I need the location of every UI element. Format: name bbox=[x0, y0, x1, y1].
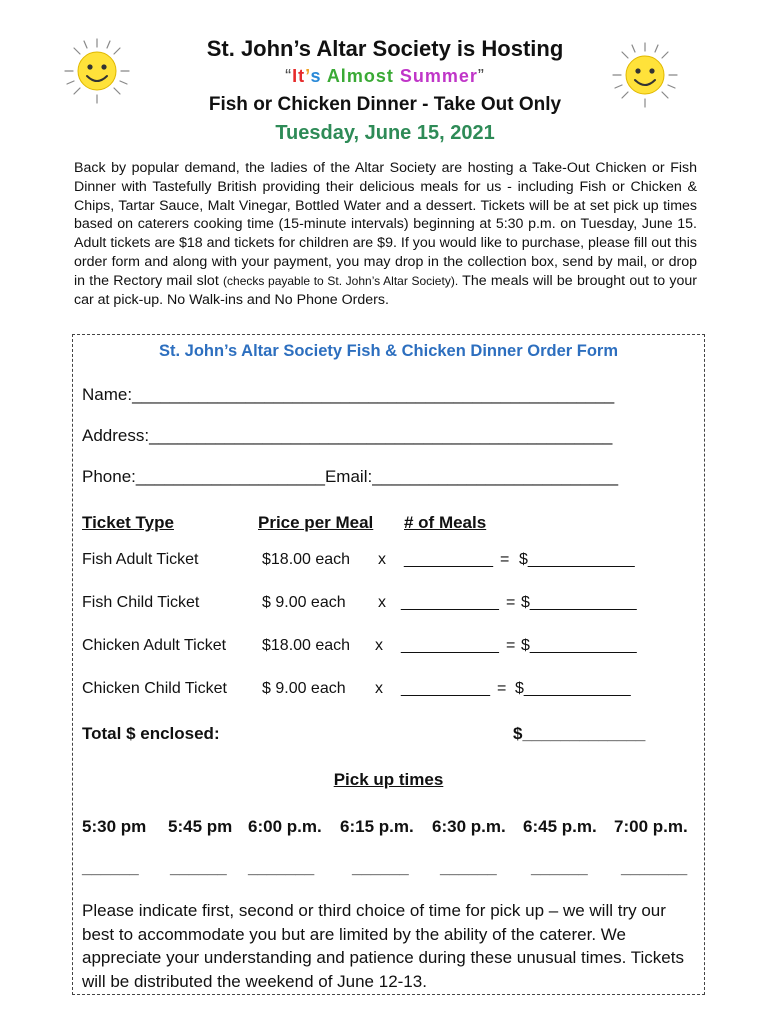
pickup-choice-blank[interactable]: _______ bbox=[621, 858, 688, 877]
total-enclosed-label: Total $ enclosed: bbox=[82, 724, 220, 743]
column-header-ticket-type: Ticket Type bbox=[82, 513, 174, 532]
pickup-choice-blank[interactable]: _______ bbox=[248, 858, 315, 877]
multiply-sign: x bbox=[375, 680, 383, 697]
multiply-sign: x bbox=[378, 551, 386, 568]
row-total-blank[interactable]: $____________ bbox=[515, 680, 631, 697]
ticket-type: Fish Child Ticket bbox=[82, 594, 200, 611]
equals-sign: = bbox=[500, 551, 510, 568]
page-title: St. John’s Altar Society is Hosting bbox=[206, 36, 564, 61]
pickup-time: 6:30 p.m. bbox=[432, 817, 506, 836]
pickup-choice-blank[interactable]: ______ bbox=[531, 858, 588, 877]
row-total-blank[interactable]: $____________ bbox=[521, 594, 637, 611]
pickup-time: 7:00 p.m. bbox=[614, 817, 688, 836]
ticket-type: Chicken Adult Ticket bbox=[82, 637, 227, 654]
intro-text-end: The meals will be brought out to your car at pick-up. No Walk-ins and No Phone Orders. bbox=[74, 272, 698, 308]
equals-sign: = bbox=[506, 594, 516, 611]
row-total-blank[interactable]: $____________ bbox=[521, 637, 637, 654]
pickup-time: 5:45 pm bbox=[168, 817, 233, 836]
tagline-quote-close: ” bbox=[477, 66, 485, 86]
pickup-choice-blank[interactable]: ______ bbox=[82, 858, 139, 877]
form-title: St. John’s Altar Society Fish & Chicken Dinner Order Form bbox=[158, 342, 619, 360]
ticket-price: $18.00 each bbox=[262, 637, 351, 654]
pickup-time: 5:30 pm bbox=[82, 817, 147, 836]
pickup-times-title: Pick up times bbox=[333, 770, 444, 789]
tagline-part: ’ bbox=[305, 66, 311, 86]
tagline-part: s bbox=[310, 66, 327, 86]
equals-sign: = bbox=[497, 680, 507, 697]
tagline-part: It bbox=[292, 66, 306, 86]
column-header-price: Price per Meal bbox=[258, 513, 374, 532]
ticket-type: Fish Adult Ticket bbox=[82, 551, 199, 568]
pickup-time: 6:45 p.m. bbox=[523, 817, 597, 836]
pickup-choice-blank[interactable]: ______ bbox=[170, 858, 227, 877]
meals-quantity-blank[interactable]: __________ bbox=[404, 551, 493, 568]
equals-sign: = bbox=[506, 637, 516, 654]
multiply-sign: x bbox=[378, 594, 386, 611]
event-name: Fish or Chicken Dinner - Take Out Only bbox=[208, 94, 562, 115]
multiply-sign: x bbox=[375, 637, 383, 654]
phone-email-field[interactable]: Phone:____________________Email:__________________________ bbox=[82, 467, 619, 486]
name-field[interactable]: Name:___________________________________________________ bbox=[82, 385, 615, 404]
pickup-choice-blank[interactable]: ______ bbox=[440, 858, 497, 877]
tagline-part: Summer bbox=[399, 66, 478, 86]
pickup-time: 6:00 p.m. bbox=[248, 817, 322, 836]
ticket-price: $18.00 each bbox=[262, 551, 351, 568]
address-field[interactable]: Address:_________________________________________________ bbox=[82, 426, 613, 445]
event-tagline bbox=[0, 66, 770, 87]
intro-text: Back by popular demand, the ladies of the Altar Society are hosting a Take-Out Chicken or Fish Dinner with Tastefully British providing their delicious meals for us - including Fish or Chicken & Chips, Tartar Sauce, Malt Vinegar, Bottled Water and a dessert. Tickets will be at set pick up times based on caterers cooking time (15-minute intervals) beginning at 5:30 p.m. on Tuesday, June 15. Adult tickets are $18 and tickets for children are $9. If you would like to purchase, please fill out this order form and along with your payment, you may drop in the collection box, send by mail, or drop in the Rectory mail slot bbox=[74, 160, 697, 289]
meals-quantity-blank[interactable]: ___________ bbox=[401, 637, 499, 654]
column-header-meals: # of Meals bbox=[404, 513, 487, 532]
row-total-blank[interactable]: $____________ bbox=[519, 551, 635, 568]
pickup-choice-blank[interactable]: ______ bbox=[352, 858, 409, 877]
meals-quantity-blank[interactable]: ___________ bbox=[401, 594, 499, 611]
intro-paragraph bbox=[74, 159, 697, 309]
event-date: Tuesday, June 15, 2021 bbox=[275, 122, 495, 144]
total-enclosed-blank[interactable]: $_____________ bbox=[513, 724, 646, 743]
intro-checks-note: (checks payable to St. John’s Altar Society). bbox=[223, 273, 459, 288]
pickup-time: 6:15 p.m. bbox=[340, 817, 414, 836]
ticket-price: $ 9.00 each bbox=[262, 594, 346, 611]
tagline-part: Almost bbox=[326, 66, 400, 86]
tagline-quote-open: “ bbox=[285, 66, 293, 86]
closing-note: Please indicate first, second or third choice of time for pick up – we will try our best to accommodate you but are limited by the ability of the caterer. We appreciate your understanding and patience during these unusual times. Tickets will be distributed the weekend of June 12-13. bbox=[82, 901, 684, 991]
meals-quantity-blank[interactable]: __________ bbox=[401, 680, 490, 697]
ticket-type: Chicken Child Ticket bbox=[82, 680, 227, 697]
ticket-price: $ 9.00 each bbox=[262, 680, 346, 697]
